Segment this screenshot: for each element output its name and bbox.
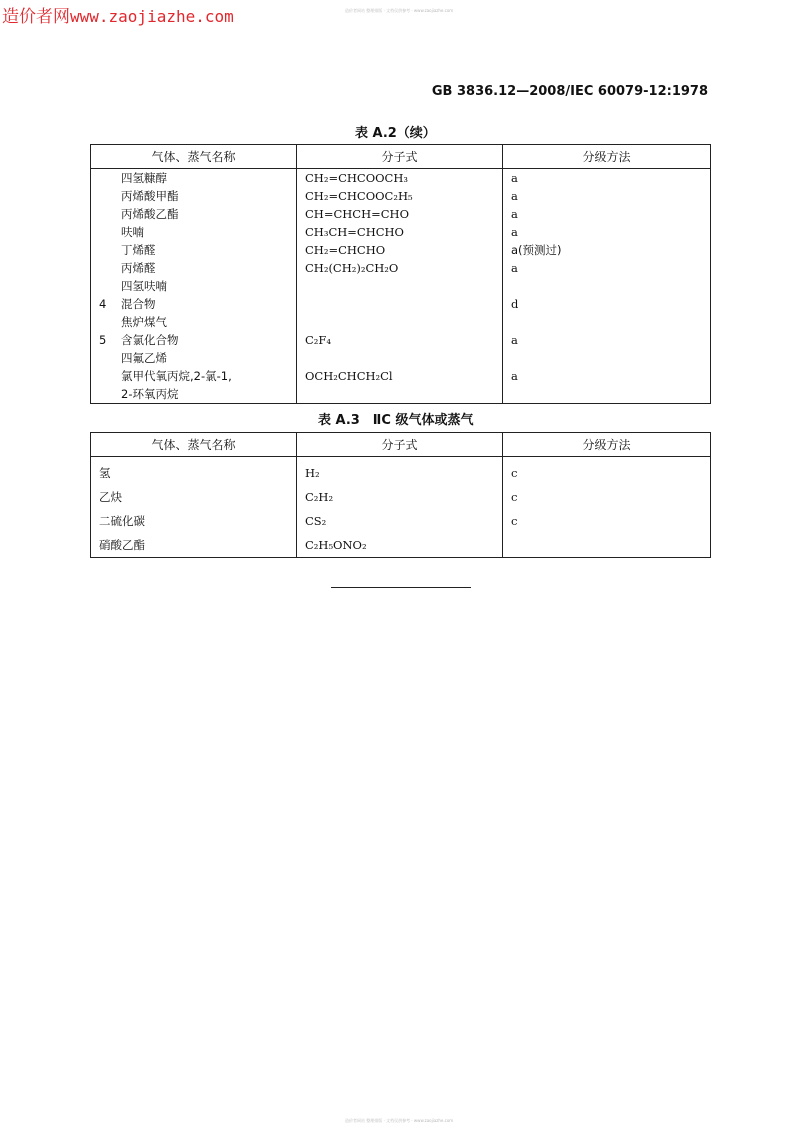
gas-name: 混合物: [121, 297, 156, 311]
method: a: [503, 367, 711, 385]
formula: CH=CHCH=CHO: [297, 205, 503, 223]
table-a2-caption: 表 A.2（续）: [355, 126, 436, 141]
formula: CH₂=CHCHO: [297, 241, 503, 259]
method: c: [503, 509, 711, 533]
formula: CH₂=CHCOOCH₃: [297, 169, 503, 188]
table-row: [91, 509, 711, 533]
table-row: [91, 349, 711, 367]
column-header-formula: 分子式: [297, 433, 503, 457]
table-row: [91, 385, 711, 404]
table-row: [91, 295, 711, 313]
gas-name: 丙烯酸甲酯: [121, 189, 179, 203]
formula: [297, 349, 503, 367]
formula: [297, 313, 503, 331]
formula: H₂: [297, 457, 503, 486]
gas-name: 乙炔: [99, 490, 122, 504]
column-header-formula: 分子式: [297, 145, 503, 169]
table-row: [91, 533, 711, 558]
method: a: [503, 205, 711, 223]
method: [503, 533, 711, 558]
gas-name: 氯甲代氧丙烷,2-氯-1,: [121, 369, 232, 383]
table-row: [91, 259, 711, 277]
method: [503, 313, 711, 331]
gas-name: 呋喃: [121, 225, 144, 239]
gas-name: 二硫化碳: [99, 514, 145, 528]
table-row: [91, 313, 711, 331]
table-header-row: [91, 433, 711, 457]
method: c: [503, 485, 711, 509]
formula: C₂F₄: [297, 331, 503, 349]
method: a: [503, 331, 711, 349]
table-row: [91, 187, 711, 205]
method: a: [503, 223, 711, 241]
table-row: [91, 331, 711, 349]
method: [503, 277, 711, 295]
formula: [297, 385, 503, 404]
column-header-name: 气体、蒸气名称: [91, 145, 297, 169]
gas-name: 四氢呋喃: [121, 279, 167, 293]
formula: C₂H₅ONO₂: [297, 533, 503, 558]
column-header-name: 气体、蒸气名称: [91, 433, 297, 457]
header-small-text: 造价者网站 整理排版 · 文档仅供参考 · www.zaojiazhe.com: [345, 8, 454, 13]
formula: OCH₂CHCH₂Cl: [297, 367, 503, 385]
table-row: [91, 241, 711, 259]
method: a(预测过): [503, 241, 711, 259]
formula: [297, 277, 503, 295]
gas-name: 丁烯醛: [121, 243, 156, 257]
gas-name: 2-环氧丙烷: [121, 387, 179, 401]
table-a3-caption: 表 A.3 ⅡC 级气体或蒸气: [318, 413, 474, 428]
gas-name: 四氢糠醇: [121, 171, 167, 185]
gas-name: 丙烯醛: [121, 261, 156, 275]
table-row: [91, 485, 711, 509]
watermark: [2, 2, 234, 27]
formula: C₂H₂: [297, 485, 503, 509]
footer-small-text: 造价者网站 整理排版 · 文档仅供参考 · www.zaojiazhe.com: [345, 1118, 454, 1123]
formula: [297, 295, 503, 313]
watermark-site: 造价者网: [2, 7, 70, 27]
group-number: 5: [99, 333, 107, 347]
method: a: [503, 187, 711, 205]
watermark-url[interactable]: www.zaojiazhe.com: [70, 7, 234, 26]
table-row: [91, 223, 711, 241]
method: a: [503, 259, 711, 277]
formula: CH₂(CH₂)₂CH₂O: [297, 259, 503, 277]
gas-name: 四氟乙烯: [121, 351, 167, 365]
standard-code: GB 3836.12—2008/IEC 60079-12:1978: [431, 84, 708, 99]
table-a3: [90, 432, 711, 558]
table-row: [91, 277, 711, 295]
column-header-method: 分级方法: [503, 433, 711, 457]
method: d: [503, 295, 711, 313]
gas-group-cell: [91, 331, 297, 349]
method: [503, 385, 711, 404]
table-header-row: [91, 145, 711, 169]
formula: CH₂=CHCOOC₂H₅: [297, 187, 503, 205]
formula: CS₂: [297, 509, 503, 533]
table-row: [91, 457, 711, 486]
formula: CH₃CH=CHCHO: [297, 223, 503, 241]
method: [503, 349, 711, 367]
end-of-document-rule: [331, 587, 471, 588]
table-a2: [90, 144, 711, 404]
gas-name: 焦炉煤气: [121, 315, 167, 329]
table-row: [91, 367, 711, 385]
column-header-method: 分级方法: [503, 145, 711, 169]
method: c: [503, 457, 711, 486]
gas-name: 丙烯酸乙酯: [121, 207, 179, 221]
table-row: [91, 169, 711, 188]
gas-name: 硝酸乙酯: [99, 538, 145, 552]
method: a: [503, 169, 711, 188]
gas-group-cell: [91, 295, 297, 313]
gas-name: 含氯化合物: [121, 333, 179, 347]
group-number: 4: [99, 297, 107, 311]
gas-name: 氢: [99, 466, 111, 480]
table-row: [91, 205, 711, 223]
